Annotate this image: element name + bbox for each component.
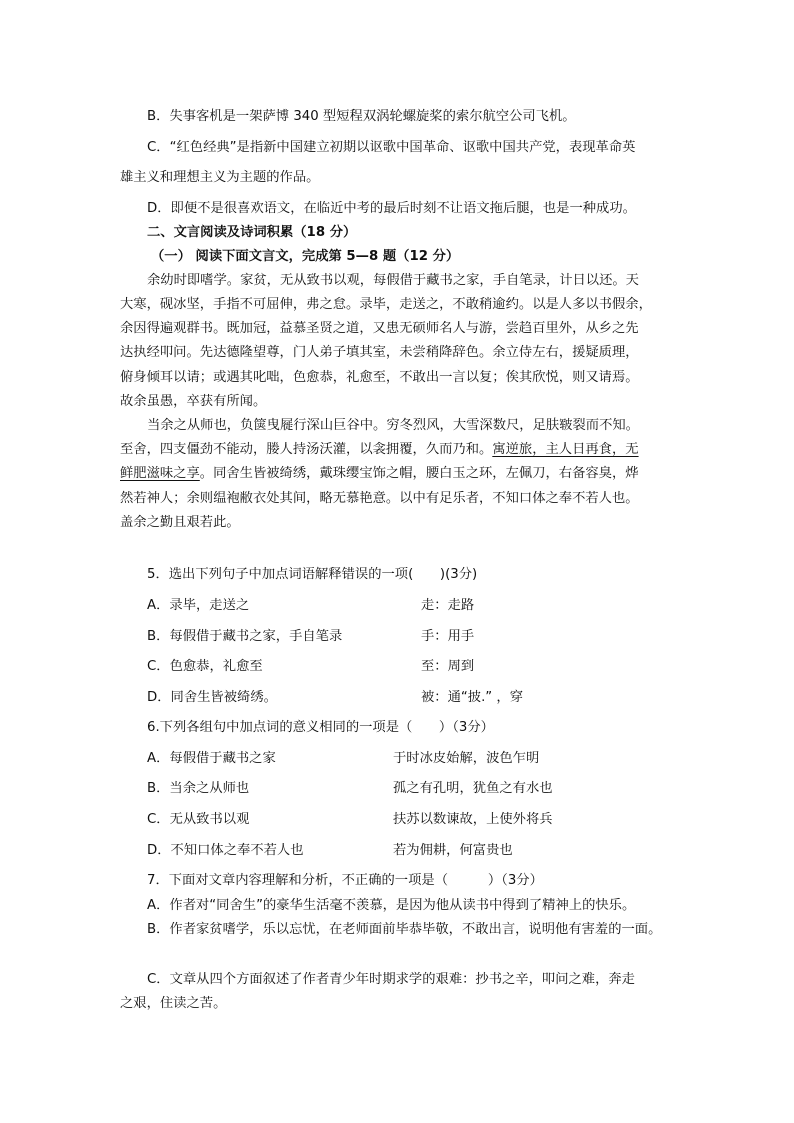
q6-option-d: D．不知口体之奉不若人也 <box>147 843 304 858</box>
passage-line <box>120 441 639 459</box>
q6-option-a-pair: 于时冰皮始解，波色乍明 <box>393 751 540 766</box>
passage-line: 余因得遍观群书。既加冠，益慕圣贤之道，又患无硕师名人与游，尝趋百里外，从乡之先 <box>120 321 639 336</box>
q5-option-b: B．每假借于藏书之家，手自笔录 <box>147 629 343 644</box>
q7-stem: 7．下面对文章内容理解和分析，不正确的一项是（ ）（3分） <box>147 873 543 888</box>
passage-line: 俯身倾耳以请；或遇其叱咄，色愈恭，礼愈至，不敢出一言以复；俟其欣悦，则又请焉。 <box>120 370 639 385</box>
q5-option-a-gloss: 走：走路 <box>421 598 475 613</box>
q6-option-b-pair: 孤之有孔明，犹鱼之有水也 <box>393 781 553 796</box>
q6-option-c-pair: 扶苏以数谏故，上使外将兵 <box>393 812 553 827</box>
q7-option-c-line-1: C．文章从四个方面叙述了作者青少年时期求学的艰难：抄书之辛，叩问之难，奔走 <box>147 972 635 987</box>
passage-text: 。同舍生皆被绮绣，戴珠缨宝饰之帽，腰白玉之环，左佩刀，右备容臭，烨 <box>199 466 639 481</box>
passage-line: 当余之从师也，负箧曳屣行深山巨谷中。穷冬烈风，大雪深数尺，足肤皲裂而不知。 <box>147 418 639 433</box>
q6-option-d-pair: 若为佣耕，何富贵也 <box>393 843 513 858</box>
q5-option-c-gloss: 至：周到 <box>421 659 475 674</box>
q7-option-c-line-2: 之艰，住读之苦。 <box>120 996 227 1011</box>
passage-line: 达执经叩问。先达德隆望尊，门人弟子填其室，未尝稍降辞色。余立侍左右，援疑质理， <box>120 345 639 360</box>
q7-option-a: A．作者对“同舍生”的豪华生活毫不羡慕，是因为他从读书中得到了精神上的快乐。 <box>147 898 636 913</box>
q5-option-a: A．录毕，走送之 <box>147 598 250 613</box>
passage-text: 至舍，四支僵劲不能动，媵人持汤沃灌，以衾拥覆，久而乃和。 <box>120 442 493 457</box>
q6-option-c: C．无从致书以观 <box>147 812 250 827</box>
option-c-line-1: C．“红色经典”是指新中国建立初期以讴歌中国革命、讴歌中国共产党，表现革命英 <box>147 140 636 155</box>
passage-line: 然若神人；余则缊袍敝衣处其间，略无慕艳意。以中有足乐者，不知口体之奉不若人也。 <box>120 491 639 506</box>
option-c-line-2: 雄主义和理想主义为主题的作品。 <box>120 170 320 185</box>
option-b-line: B．失事客机是一架萨博 340 型短程双涡轮螺旋桨的索尔航空公司飞机。 <box>147 109 576 124</box>
passage-line: 余幼时即嗜学。家贫，无从致书以观，每假借于藏书之家，手自笔录，计日以还。天 <box>147 273 639 288</box>
passage-line <box>120 465 639 483</box>
passage-line: 大寒，砚冰坚，手指不可屈伸，弗之怠。录毕，走送之，不敢稍逾约。以是人多以书假余， <box>120 297 652 312</box>
underlined-sentence: 鲜肥滋味之享 <box>120 466 200 481</box>
passage-line: 故余虽愚，卒获有所闻。 <box>120 394 267 409</box>
q5-option-b-gloss: 手：用手 <box>421 629 475 644</box>
q5-option-c: C．色愈恭，礼愈至 <box>147 659 263 674</box>
passage-line: 盖余之勤且艰若此。 <box>120 515 240 530</box>
q6-stem: 6.下列各组句中加点词的意义相同的一项是（ ）（3分） <box>147 720 494 735</box>
q6-option-a: A．每假借于藏书之家 <box>147 751 276 766</box>
section-title: 二、文言阅读及诗词积累（18 分） <box>147 225 357 240</box>
q5-option-d-gloss: 被：通“披.” ，穿 <box>421 690 524 705</box>
q7-option-b: B．作者家贫嗜学，乐以忘忧，在老师面前毕恭毕敬，不敢出言，说明他有害羞的一面。 <box>147 922 662 937</box>
q5-option-d: D．同舍生皆被绮绣。 <box>147 690 277 705</box>
subsection-title: （一） 阅读下面文言文，完成第 5—8 题（12 分） <box>151 249 460 264</box>
option-d-line: D．即便不是很喜欢语文，在临近中考的最后时刻不让语文拖后腿，也是一种成功。 <box>147 201 636 216</box>
q6-option-b: B．当余之从师也 <box>147 781 250 796</box>
underlined-sentence: 寓逆旅，主人日再食，无 <box>492 442 639 457</box>
q5-stem: 5．选出下列句子中加点词语解释错误的一项( )(3分) <box>147 567 478 582</box>
